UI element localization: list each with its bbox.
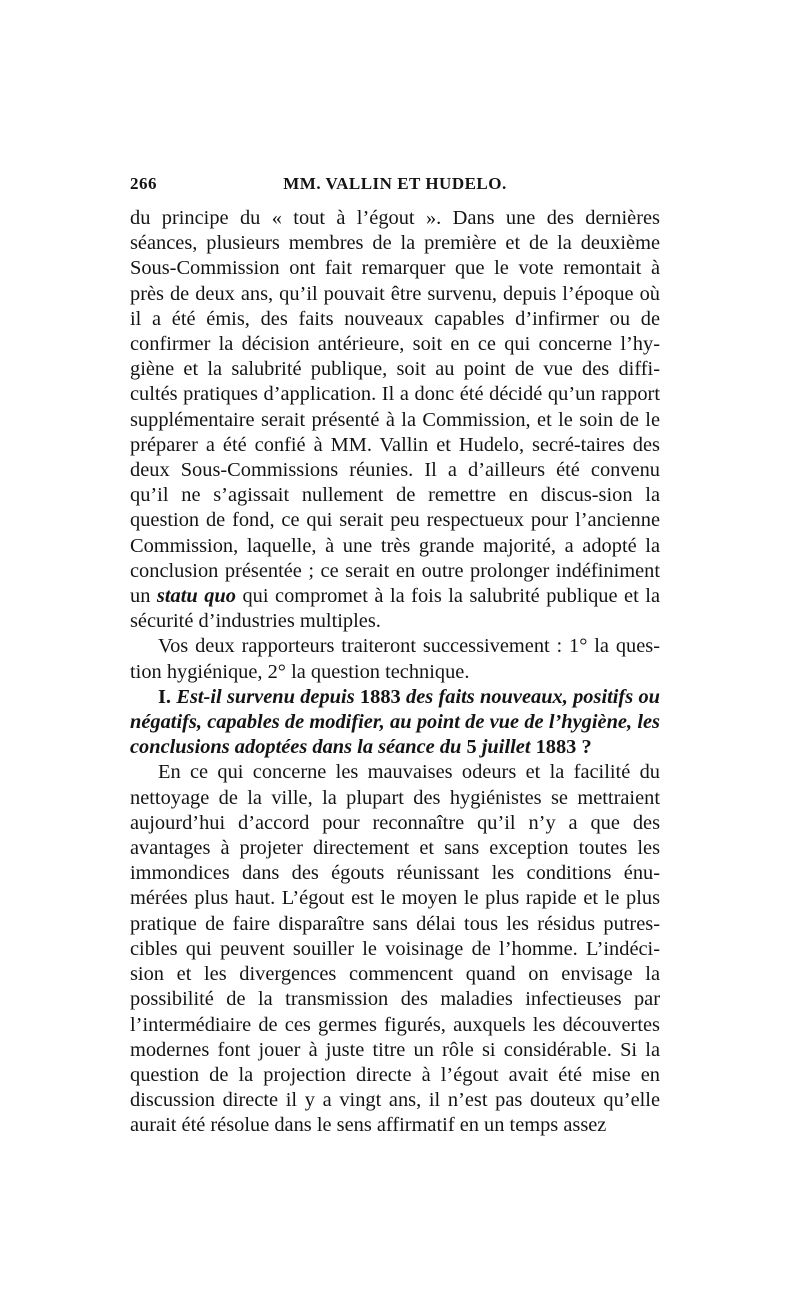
book-page <box>130 174 660 1139</box>
running-head <box>130 174 660 200</box>
section-heading-year-1: 1883 <box>359 685 401 708</box>
section-heading-end: ? <box>576 736 592 759</box>
section-heading <box>130 685 660 761</box>
page-number: 266 <box>130 174 157 193</box>
section-label: I. <box>158 685 172 708</box>
section-heading-text-a: Est-il survenu depuis <box>171 685 360 708</box>
section-heading-year-2: 1883 <box>535 736 577 759</box>
running-title: MM. VALLIN ET HUDELO. <box>283 174 507 193</box>
paragraph-2: Vos deux rapporteurs traiteront successivement : 1° la ques-tion hygiénique, 2° la question technique. <box>130 635 660 683</box>
section-heading-day: 5 <box>466 736 477 759</box>
latin-phrase: statu quo <box>156 585 236 608</box>
paragraph-1 <box>130 206 660 634</box>
paragraph-1-text-a: du principe du « tout à l’égout ». Dans une des dernières séances, plusieurs membres de la première et de la deuxième Sous-Commission ont fait remarquer que le vote remontait à près de deux ans, qu’il pouvait être survenu, depuis l’époque où il a été émis, des faits nouveaux capables d’infirmer ou de confirmer la décision antérieure, soit en ce qui concerne l’hy-giène et la salubrité publique, soit au point de vue des diffi-cultés pratiques d’application. Il a donc été décidé qu’un rapport supplémentaire serait présenté à la Commission, et le soin de le préparer a été confié à MM. Vallin et Hudelo, secré-taires des deux Sous-Commissions réunies. Il a d’ailleurs été convenu qu’il ne s’agissait nullement de remettre en discus-sion la question de fond, ce qui serait peu respectueux pour l’ancienne Commission, laquelle, à une très grande majorité, a adopté la conclusion présentée ; ce serait en outre prolonger indéfiniment un <box>130 207 660 608</box>
body-text <box>130 206 660 1139</box>
section-heading-text-c: juillet <box>476 736 536 759</box>
paragraph-4: En ce qui concerne les mauvaises odeurs et la facilité du nettoyage de la ville, la plupart des hygiénistes se mettraient aujourd’hui d’accord pour reconnaître qu’il n’y a que des avantages à projeter directement et sans exception toutes les immondices dans des égouts réunissant les conditions énu-mérées plus haut. L’égout est le moyen le plus rapide et le plus pratique de faire disparaître sans délai tous les résidus putres-cibles qui peuvent souiller le voisinage de l’homme. L’indéci-sion et les divergences commencent quand on envisage la possibilité de la transmission des maladies infectieuses par l’intermédiaire de ces germes figurés, auxquels les découvertes modernes font jouer à juste titre un rôle si considérable. Si la question de la projection directe à l’égout avait été mise en discussion directe il y a vingt ans, il n’est pas douteux qu’elle aurait été résolue dans le sens affirmatif en un temps assez <box>130 761 660 1137</box>
section-heading-text-b: des faits nouveaux, positifs ou négatifs, capables de modifier, au point de vue de l’hygiène, les conclusions adoptées dans la séance du <box>130 685 660 759</box>
paragraph-1-text-b: qui compromet à la fois la salubrité publique et la sécurité d’industries multiples. <box>130 585 660 633</box>
